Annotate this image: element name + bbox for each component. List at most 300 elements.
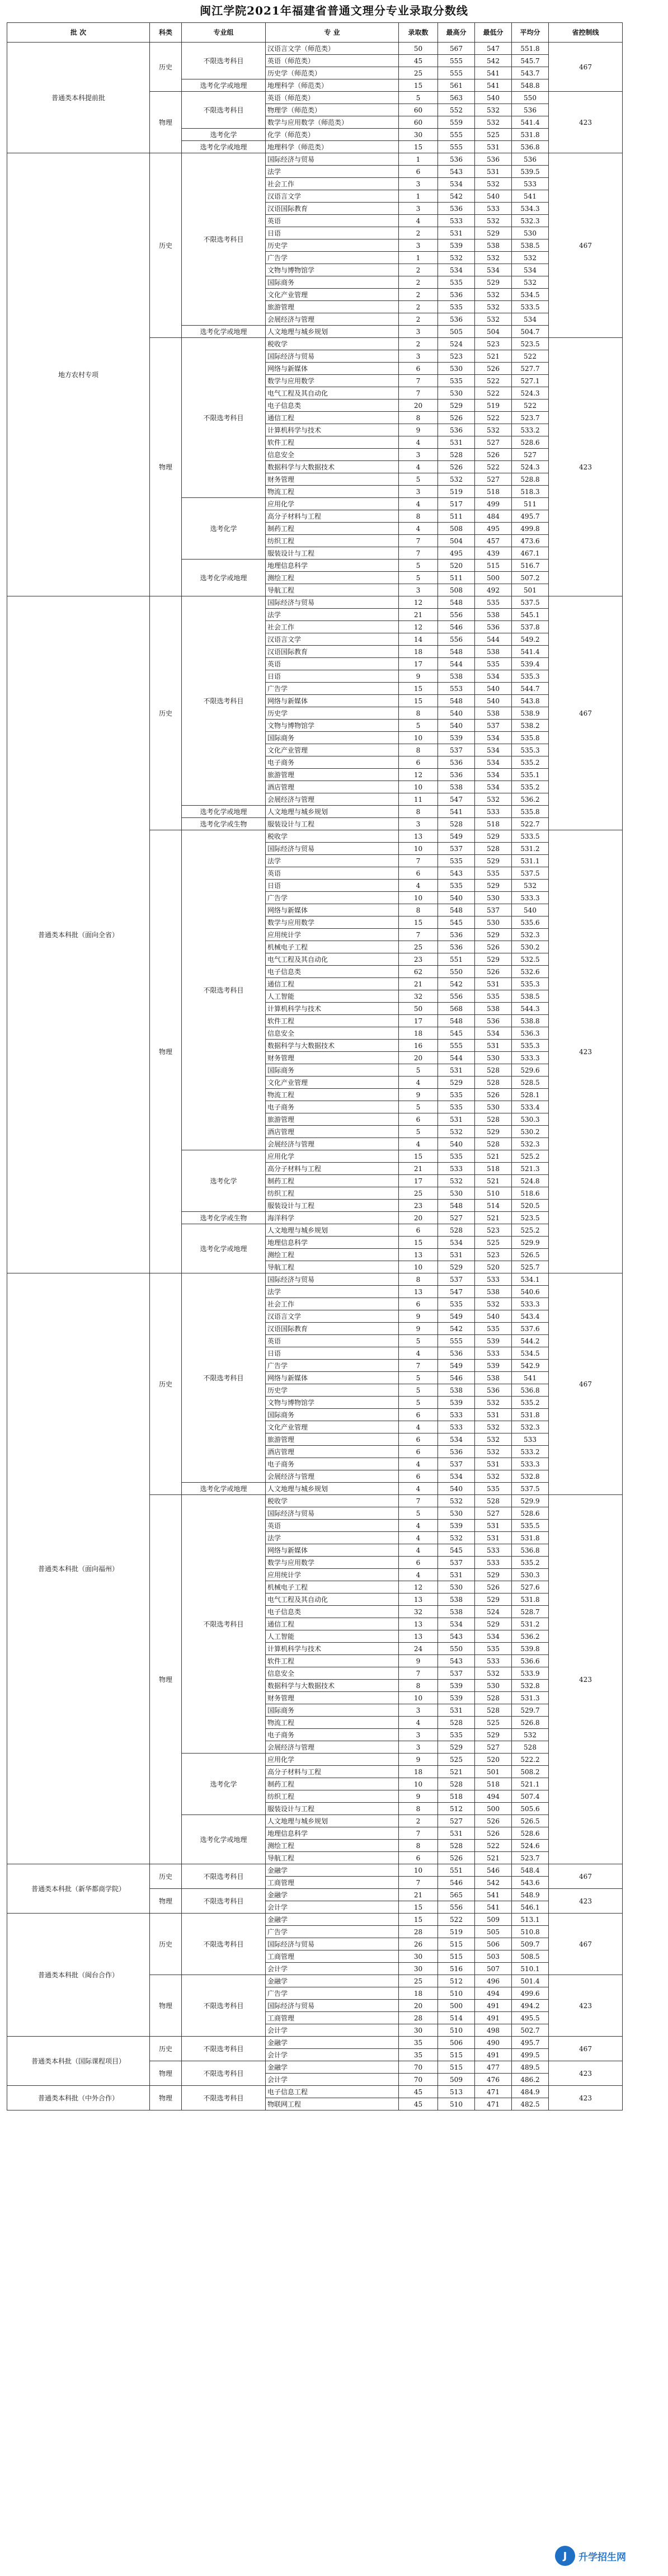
table-row <box>7 1273 623 1286</box>
avg-cell: 533.5 <box>512 830 549 843</box>
avg-cell: 538.8 <box>512 1015 549 1027</box>
count-cell: 20 <box>399 2000 438 2012</box>
max-cell: 511 <box>438 572 475 584</box>
major-cell: 会展经济与管理 <box>266 1741 399 1754</box>
table-header-row <box>7 23 623 43</box>
min-cell: 521 <box>475 1212 512 1224</box>
count-cell: 6 <box>399 756 438 769</box>
major-cell: 制药工程 <box>266 1778 399 1790</box>
min-cell: 518 <box>475 1163 512 1175</box>
major-cell: 国际经济与贸易 <box>266 596 399 609</box>
avg-cell: 523.7 <box>512 1852 549 1864</box>
avg-cell: 522.2 <box>512 1754 549 1766</box>
avg-cell: 535.8 <box>512 806 549 818</box>
avg-cell: 536.3 <box>512 1027 549 1040</box>
count-cell: 8 <box>399 806 438 818</box>
max-cell: 537 <box>438 1667 475 1680</box>
min-cell: 533 <box>475 806 512 818</box>
count-cell: 30 <box>399 1950 438 1963</box>
count-cell: 5 <box>399 473 438 486</box>
header-group: 专业组 <box>182 23 266 43</box>
avg-cell: 536.6 <box>512 1655 549 1667</box>
major-cell: 服装设计与工程 <box>266 1200 399 1212</box>
avg-cell: 529.9 <box>512 1237 549 1249</box>
major-cell: 会展经济与管理 <box>266 1470 399 1483</box>
table-row <box>7 153 623 166</box>
min-cell: 526 <box>475 966 512 978</box>
count-cell: 15 <box>399 141 438 153</box>
min-cell: 541 <box>475 79 512 92</box>
min-cell: 535 <box>475 596 512 609</box>
kelei-cell: 物理 <box>150 1495 182 1864</box>
min-cell: 530 <box>475 892 512 904</box>
min-cell: 471 <box>475 2098 512 2110</box>
min-cell: 494 <box>475 1790 512 1803</box>
count-cell: 9 <box>399 1790 438 1803</box>
avg-cell: 518.3 <box>512 486 549 498</box>
major-cell: 广告学 <box>266 683 399 695</box>
min-cell: 532 <box>475 1421 512 1433</box>
line-cell: 423 <box>549 92 623 153</box>
major-cell: 工商管理 <box>266 2012 399 2024</box>
max-cell: 509 <box>438 2074 475 2086</box>
avg-cell: 531.8 <box>512 129 549 141</box>
count-cell: 25 <box>399 1187 438 1200</box>
count-cell: 25 <box>399 67 438 79</box>
min-cell: 532 <box>475 215 512 227</box>
min-cell: 532 <box>475 252 512 264</box>
max-cell: 534 <box>438 1237 475 1249</box>
avg-cell: 549.2 <box>512 633 549 646</box>
count-cell: 35 <box>399 2049 438 2061</box>
major-cell: 旅游管理 <box>266 1433 399 1446</box>
watermark-logo-icon: J <box>555 2546 575 2566</box>
major-cell: 机械电子工程 <box>266 1581 399 1593</box>
count-cell: 21 <box>399 609 438 621</box>
max-cell: 524 <box>438 338 475 350</box>
max-cell: 535 <box>438 375 475 387</box>
count-cell: 8 <box>399 1680 438 1692</box>
major-cell: 会展经济与管理 <box>266 793 399 806</box>
group-cell: 选考化学 <box>182 498 266 560</box>
avg-cell: 510.8 <box>512 1926 549 1938</box>
kelei-cell: 历史 <box>150 43 182 92</box>
min-cell: 532 <box>475 289 512 301</box>
min-cell: 523 <box>475 338 512 350</box>
major-cell: 数学与应用数学（师范类） <box>266 116 399 129</box>
avg-cell: 528.6 <box>512 1827 549 1840</box>
major-cell: 日语 <box>266 880 399 892</box>
max-cell: 508 <box>438 584 475 596</box>
count-cell: 6 <box>399 1446 438 1458</box>
count-cell: 2 <box>399 276 438 289</box>
avg-cell: 540 <box>512 904 549 916</box>
count-cell: 25 <box>399 941 438 953</box>
avg-cell: 538.9 <box>512 707 549 720</box>
major-cell: 人文地理与城乡规划 <box>266 806 399 818</box>
count-cell: 21 <box>399 1889 438 1901</box>
avg-cell: 536 <box>512 153 549 166</box>
count-cell: 4 <box>399 461 438 473</box>
max-cell: 545 <box>438 1544 475 1557</box>
avg-cell: 533.2 <box>512 1446 549 1458</box>
avg-cell: 535.3 <box>512 978 549 990</box>
max-cell: 505 <box>438 326 475 338</box>
group-cell: 不限选考科目 <box>182 1914 266 1975</box>
count-cell: 10 <box>399 732 438 744</box>
avg-cell: 532 <box>512 1729 549 1741</box>
count-cell: 4 <box>399 1483 438 1495</box>
count-cell: 13 <box>399 1593 438 1606</box>
count-cell: 28 <box>399 1926 438 1938</box>
min-cell: 539 <box>475 1335 512 1347</box>
min-cell: 533 <box>475 1347 512 1360</box>
min-cell: 522 <box>475 412 512 424</box>
min-cell: 522 <box>475 461 512 473</box>
avg-cell: 541.4 <box>512 646 549 658</box>
max-cell: 534 <box>438 264 475 276</box>
min-cell: 532 <box>475 1433 512 1446</box>
min-cell: 535 <box>475 1483 512 1495</box>
major-cell: 制药工程 <box>266 1175 399 1187</box>
max-cell: 548 <box>438 904 475 916</box>
min-cell: 520 <box>475 1754 512 1766</box>
avg-cell: 530 <box>512 227 549 239</box>
count-cell: 8 <box>399 707 438 720</box>
min-cell: 501 <box>475 1766 512 1778</box>
avg-cell: 525.2 <box>512 1224 549 1237</box>
min-cell: 538 <box>475 1003 512 1015</box>
avg-cell: 541 <box>512 190 549 203</box>
group-cell: 不限选考科目 <box>182 153 266 326</box>
min-cell: 527 <box>475 473 512 486</box>
avg-cell: 526.8 <box>512 1717 549 1729</box>
max-cell: 542 <box>438 190 475 203</box>
major-cell: 电气工程及其自动化 <box>266 1593 399 1606</box>
min-cell: 526 <box>475 449 512 461</box>
major-cell: 地理科学（师范类） <box>266 141 399 153</box>
max-cell: 510 <box>438 1987 475 2000</box>
avg-cell: 534.1 <box>512 1273 549 1286</box>
major-cell: 法学 <box>266 1532 399 1544</box>
count-cell: 13 <box>399 1249 438 1261</box>
avg-cell: 544.7 <box>512 683 549 695</box>
min-cell: 509 <box>475 1914 512 1926</box>
max-cell: 536 <box>438 203 475 215</box>
major-cell: 金融学 <box>266 2037 399 2049</box>
max-cell: 549 <box>438 830 475 843</box>
min-cell: 534 <box>475 769 512 781</box>
avg-cell: 482.5 <box>512 2098 549 2110</box>
max-cell: 546 <box>438 1877 475 1889</box>
max-cell: 537 <box>438 1557 475 1569</box>
max-cell: 548 <box>438 695 475 707</box>
count-cell: 9 <box>399 1655 438 1667</box>
max-cell: 535 <box>438 1089 475 1101</box>
count-cell: 14 <box>399 633 438 646</box>
avg-cell: 543.7 <box>512 67 549 79</box>
max-cell: 526 <box>438 412 475 424</box>
max-cell: 531 <box>438 1113 475 1126</box>
major-cell: 地理信息科学 <box>266 1827 399 1840</box>
max-cell: 549 <box>438 1360 475 1372</box>
max-cell: 522 <box>438 1914 475 1926</box>
max-cell: 529 <box>438 399 475 412</box>
min-cell: 498 <box>475 2024 512 2037</box>
line-cell: 467 <box>549 1864 623 1889</box>
major-cell: 财务管理 <box>266 1692 399 1704</box>
max-cell: 511 <box>438 510 475 523</box>
max-cell: 515 <box>438 1950 475 1963</box>
min-cell: 541 <box>475 1901 512 1914</box>
min-cell: 496 <box>475 1975 512 1987</box>
major-cell: 通信工程 <box>266 1618 399 1630</box>
max-cell: 556 <box>438 609 475 621</box>
min-cell: 528 <box>475 843 512 855</box>
avg-cell: 523.5 <box>512 1212 549 1224</box>
min-cell: 526 <box>475 1581 512 1593</box>
avg-cell: 522 <box>512 350 549 363</box>
min-cell: 528 <box>475 1077 512 1089</box>
max-cell: 500 <box>438 2000 475 2012</box>
min-cell: 523 <box>475 1224 512 1237</box>
major-cell: 金融学 <box>266 2061 399 2074</box>
major-cell: 测绘工程 <box>266 1840 399 1852</box>
avg-cell: 534 <box>512 264 549 276</box>
avg-cell: 531.2 <box>512 1618 549 1630</box>
major-cell: 电气工程及其自动化 <box>266 953 399 966</box>
count-cell: 10 <box>399 781 438 793</box>
max-cell: 544 <box>438 658 475 670</box>
min-cell: 529 <box>475 276 512 289</box>
max-cell: 529 <box>438 1741 475 1754</box>
count-cell: 6 <box>399 1113 438 1126</box>
count-cell: 17 <box>399 1015 438 1027</box>
major-cell: 数学与应用数学 <box>266 916 399 929</box>
avg-cell: 526.5 <box>512 1815 549 1827</box>
avg-cell: 510.1 <box>512 1963 549 1975</box>
min-cell: 537 <box>475 720 512 732</box>
avg-cell: 537.8 <box>512 621 549 633</box>
major-cell: 文化产业管理 <box>266 1077 399 1089</box>
count-cell: 6 <box>399 867 438 880</box>
max-cell: 549 <box>438 1310 475 1323</box>
major-cell: 人工智能 <box>266 990 399 1003</box>
group-cell: 不限选考科目 <box>182 1495 266 1754</box>
min-cell: 520 <box>475 1261 512 1273</box>
group-cell: 选考化学或地理 <box>182 79 266 92</box>
count-cell: 10 <box>399 843 438 855</box>
major-cell: 日语 <box>266 1347 399 1360</box>
max-cell: 527 <box>438 1815 475 1827</box>
count-cell: 1 <box>399 190 438 203</box>
min-cell: 504 <box>475 326 512 338</box>
max-cell: 536 <box>438 756 475 769</box>
count-cell: 5 <box>399 1397 438 1409</box>
major-cell: 英语 <box>266 658 399 670</box>
major-cell: 会展经济与管理 <box>266 313 399 326</box>
min-cell: 507 <box>475 1963 512 1975</box>
max-cell: 536 <box>438 289 475 301</box>
avg-cell: 535.2 <box>512 756 549 769</box>
min-cell: 533 <box>475 1655 512 1667</box>
min-cell: 506 <box>475 1938 512 1950</box>
major-cell: 应用统计学 <box>266 929 399 941</box>
kelei-cell: 物理 <box>150 2086 182 2110</box>
count-cell: 9 <box>399 670 438 683</box>
avg-cell: 541 <box>512 1372 549 1384</box>
header-max: 最高分 <box>438 23 475 43</box>
avg-cell: 534 <box>512 313 549 326</box>
count-cell: 5 <box>399 560 438 572</box>
major-cell: 国际商务 <box>266 732 399 744</box>
avg-cell: 539.4 <box>512 658 549 670</box>
major-cell: 日语 <box>266 227 399 239</box>
major-cell: 英语 <box>266 215 399 227</box>
min-cell: 534 <box>475 1630 512 1643</box>
major-cell: 工商管理 <box>266 1950 399 1963</box>
avg-cell: 521.3 <box>512 1163 549 1175</box>
max-cell: 512 <box>438 1803 475 1815</box>
line-cell: 423 <box>549 2086 623 2110</box>
count-cell: 2 <box>399 264 438 276</box>
major-cell: 网络与新媒体 <box>266 1544 399 1557</box>
avg-cell: 531.1 <box>512 855 549 867</box>
avg-cell: 524.3 <box>512 387 549 399</box>
avg-cell: 551.8 <box>512 43 549 55</box>
avg-cell: 507.4 <box>512 1790 549 1803</box>
avg-cell: 548.9 <box>512 1889 549 1901</box>
major-cell: 国际经济与贸易 <box>266 153 399 166</box>
major-cell: 物流工程 <box>266 486 399 498</box>
major-cell: 软件工程 <box>266 436 399 449</box>
count-cell: 13 <box>399 830 438 843</box>
group-cell: 选考化学或生物 <box>182 818 266 830</box>
min-cell: 536 <box>475 621 512 633</box>
max-cell: 537 <box>438 843 475 855</box>
major-cell: 国际商务 <box>266 1704 399 1717</box>
max-cell: 556 <box>438 1901 475 1914</box>
major-cell: 历史学 <box>266 239 399 252</box>
count-cell: 12 <box>399 621 438 633</box>
avg-cell: 518.6 <box>512 1187 549 1200</box>
max-cell: 556 <box>438 990 475 1003</box>
max-cell: 528 <box>438 1840 475 1852</box>
min-cell: 530 <box>475 1052 512 1064</box>
min-cell: 532 <box>475 1470 512 1483</box>
max-cell: 539 <box>438 239 475 252</box>
min-cell: 529 <box>475 1126 512 1138</box>
min-cell: 533 <box>475 1557 512 1569</box>
max-cell: 515 <box>438 2049 475 2061</box>
avg-cell: 538.2 <box>512 720 549 732</box>
avg-cell: 545.1 <box>512 609 549 621</box>
major-cell: 国际经济与贸易 <box>266 2000 399 2012</box>
min-cell: 534 <box>475 756 512 769</box>
group-cell: 不限选考科目 <box>182 830 266 1150</box>
major-cell: 计算机科学与技术 <box>266 1643 399 1655</box>
avg-cell: 499.5 <box>512 2049 549 2061</box>
avg-cell: 516.7 <box>512 560 549 572</box>
group-cell: 选考化学或地理 <box>182 1483 266 1495</box>
max-cell: 535 <box>438 855 475 867</box>
avg-cell: 486.2 <box>512 2074 549 2086</box>
max-cell: 535 <box>438 276 475 289</box>
count-cell: 45 <box>399 2098 438 2110</box>
count-cell: 7 <box>399 855 438 867</box>
min-cell: 531 <box>475 1532 512 1544</box>
max-cell: 539 <box>438 1692 475 1704</box>
max-cell: 555 <box>438 55 475 67</box>
count-cell: 70 <box>399 2074 438 2086</box>
avg-cell: 527.6 <box>512 1581 549 1593</box>
major-cell: 制药工程 <box>266 523 399 535</box>
major-cell: 测绘工程 <box>266 572 399 584</box>
major-cell: 国际经济与贸易 <box>266 350 399 363</box>
min-cell: 528 <box>475 1113 512 1126</box>
min-cell: 547 <box>475 43 512 55</box>
major-cell: 应用化学 <box>266 1754 399 1766</box>
avg-cell: 535.5 <box>512 1520 549 1532</box>
group-cell: 选考化学或地理 <box>182 141 266 153</box>
min-cell: 536 <box>475 1384 512 1397</box>
max-cell: 531 <box>438 1249 475 1261</box>
avg-cell: 484.9 <box>512 2086 549 2098</box>
min-cell: 492 <box>475 584 512 596</box>
max-cell: 533 <box>438 1409 475 1421</box>
min-cell: 518 <box>475 818 512 830</box>
count-cell: 5 <box>399 1064 438 1077</box>
major-cell: 信息安全 <box>266 1667 399 1680</box>
avg-cell: 548.8 <box>512 79 549 92</box>
min-cell: 546 <box>475 1864 512 1877</box>
major-cell: 汉语国际教育 <box>266 203 399 215</box>
count-cell: 4 <box>399 1138 438 1150</box>
max-cell: 504 <box>438 535 475 547</box>
max-cell: 539 <box>438 1397 475 1409</box>
major-cell: 物流工程 <box>266 1089 399 1101</box>
avg-cell: 541.4 <box>512 116 549 129</box>
count-cell: 15 <box>399 683 438 695</box>
count-cell: 10 <box>399 1778 438 1790</box>
avg-cell: 538.5 <box>512 990 549 1003</box>
max-cell: 536 <box>438 424 475 436</box>
avg-cell: 535.3 <box>512 744 549 756</box>
major-cell: 旅游管理 <box>266 769 399 781</box>
count-cell: 23 <box>399 1200 438 1212</box>
count-cell: 8 <box>399 744 438 756</box>
avg-cell: 530.3 <box>512 1113 549 1126</box>
group-cell: 不限选考科目 <box>182 596 266 806</box>
major-cell: 财务管理 <box>266 1052 399 1064</box>
max-cell: 561 <box>438 79 475 92</box>
count-cell: 23 <box>399 953 438 966</box>
count-cell: 9 <box>399 1310 438 1323</box>
major-cell: 会展经济与管理 <box>266 1138 399 1150</box>
major-cell: 人文地理与城乡规划 <box>266 1224 399 1237</box>
major-cell: 电子信息类 <box>266 966 399 978</box>
count-cell: 6 <box>399 1409 438 1421</box>
max-cell: 519 <box>438 486 475 498</box>
min-cell: 535 <box>475 867 512 880</box>
count-cell: 10 <box>399 1692 438 1704</box>
min-cell: 439 <box>475 547 512 560</box>
major-cell: 文物与博物馆学 <box>266 720 399 732</box>
major-cell: 高分子材料与工程 <box>266 1766 399 1778</box>
max-cell: 510 <box>438 2098 475 2110</box>
max-cell: 535 <box>438 301 475 313</box>
group-cell: 不限选考科目 <box>182 2086 266 2110</box>
